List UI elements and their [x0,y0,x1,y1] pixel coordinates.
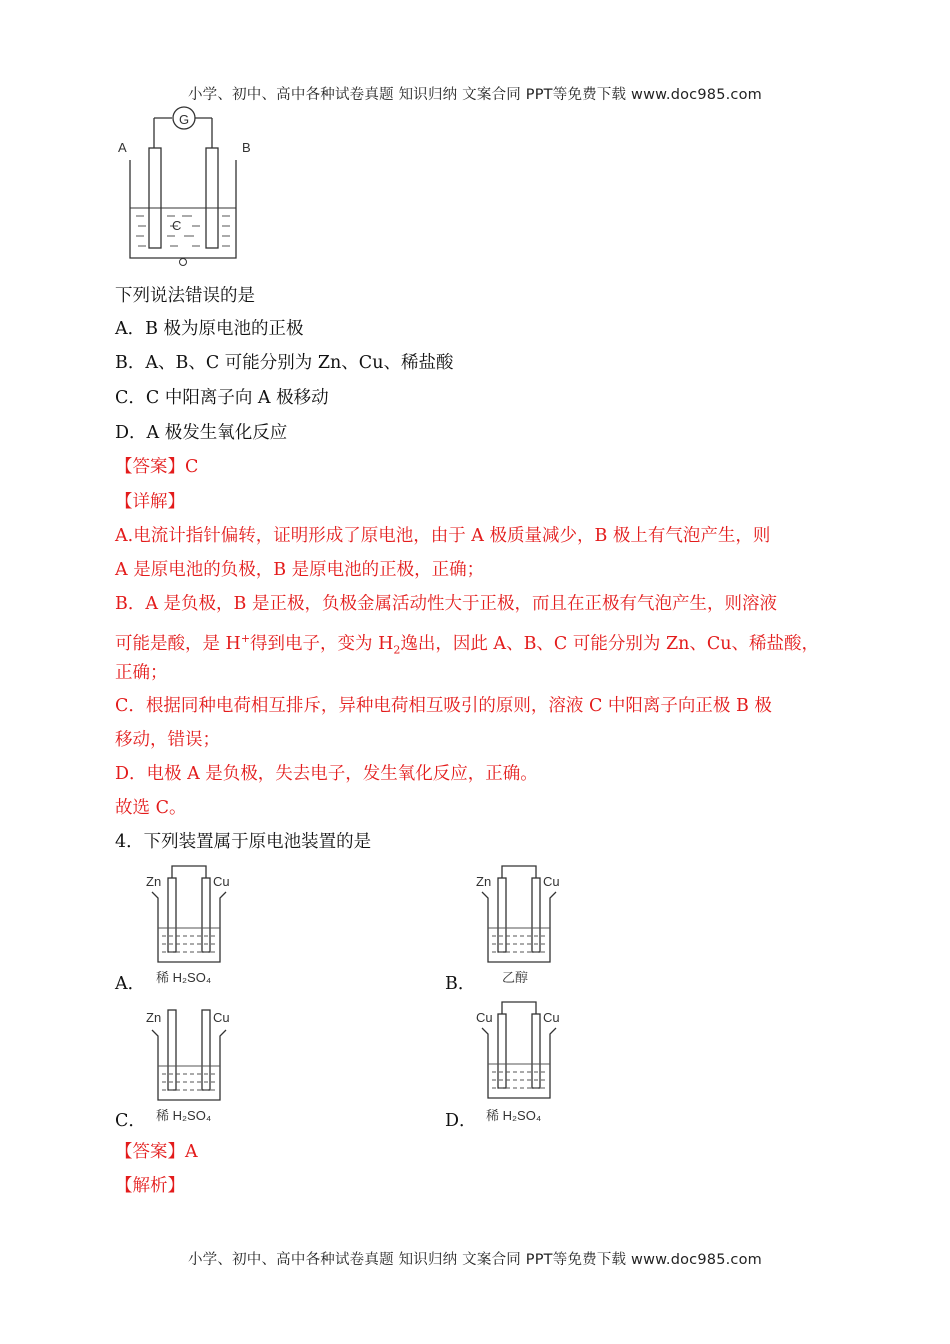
electrode-b-label: B [242,140,251,155]
detail-a-line2: A 是原电池的负极，B 是原电池的正极，正确； [115,560,485,580]
q3-option-c: C．C 中阳离子向 A 极移动 [115,388,329,408]
svg-text:Zn: Zn [476,874,492,889]
option-d-label: D． [445,1111,477,1131]
detail-c-line1: C．根据同种电荷相互排斥，异种电荷相互吸引的原则，溶液 C 中阳离子向正极 B 极 [115,696,772,716]
detail-d-line1: D．电极 A 是负极，失去电子，发生氧化反应，正确。 [115,764,538,784]
svg-text:Cu: Cu [476,1010,493,1025]
detail-b-line3: 正确； [115,663,168,683]
svg-text:Zn: Zn [146,1010,162,1025]
svg-text:Cu: Cu [213,1010,230,1025]
page-header: 小学、初中、高中各种试卷真题 知识归纳 文案合同 PPT等免费下载 www.doc985.com [187,87,763,103]
detail-b-line1: B．A 是负极，B 是正极，负极金属活动性大于正极，而且在正极有气泡产生，则溶液 [115,594,777,614]
option-d-beaker [470,998,580,1128]
option-c-beaker [140,1000,250,1130]
svg-text:Cu: Cu [213,874,230,889]
galvanic-cell-figure [112,100,282,270]
meter-label: G [179,112,190,127]
q3-answer: 【答案】C [115,457,199,477]
electrode-a-label: A [118,140,127,155]
q3-prompt: 下列说法错误的是 [115,286,255,306]
option-a-beaker [140,862,250,992]
svg-text:Cu: Cu [543,874,560,889]
q3-conclusion: 故选 C。 [115,798,187,818]
q4-analysis-tag: 【解析】 [115,1176,185,1196]
q3-option-d: D．A 极发生氧化反应 [115,423,288,443]
option-a-label: A． [115,974,146,994]
svg-text:乙醇: 乙醇 [502,970,529,985]
detail-b-line2: 可能是酸，是 H+得到电子，变为 $H_2$逸出，因此 A、B、C 可能分别为 Zn、Cu、稀盐酸， [115,632,820,657]
svg-text:稀 H₂SO₄: 稀 H₂SO₄ [156,970,212,985]
q3-option-b: B．A、B、C 可能分别为 Zn、Cu、稀盐酸 [115,353,454,373]
page-footer: 小学、初中、高中各种试卷真题 知识归纳 文案合同 PPT等免费下载 www.doc985.com [187,1252,763,1268]
option-b-label: B． [445,974,476,994]
svg-text:稀 H₂SO₄: 稀 H₂SO₄ [486,1108,542,1123]
detail-c-line2: 移动，错误； [115,730,220,750]
q3-detail-tag: 【详解】 [115,492,185,512]
detail-a-line1: A.电流计指针偏转，证明形成了原电池，由于 A 极质量减少，B 极上有气泡产生，则 [115,526,771,546]
option-c-label: C． [115,1111,146,1131]
q4-answer: 【答案】A [115,1142,198,1162]
solution-label: C [172,218,182,233]
q4-prompt: 4．下列装置属于原电池装置的是 [115,832,372,852]
svg-text:Cu: Cu [543,1010,560,1025]
option-b-beaker [470,862,580,992]
svg-text:Zn: Zn [146,874,162,889]
svg-text:稀 H₂SO₄: 稀 H₂SO₄ [156,1108,212,1123]
q3-option-a: A．B 极为原电池的正极 [115,319,304,339]
